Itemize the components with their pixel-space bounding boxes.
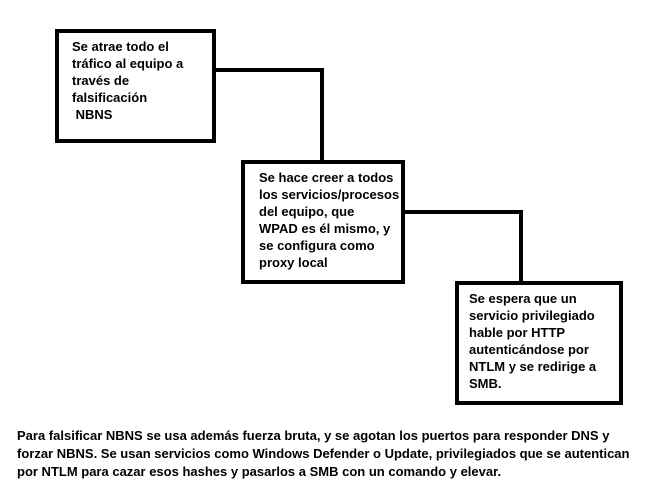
connector-nbns-to-wpad: [216, 70, 322, 160]
node-text-line: autenticándose por: [469, 342, 589, 357]
node-text-line: Se hace creer a todos: [259, 170, 394, 185]
node-text-line: NBNS: [72, 107, 113, 122]
node-text-line: se configura como: [259, 238, 375, 253]
node-text-line: proxy local: [259, 255, 328, 270]
node-text-line: WPAD es él mismo, y: [259, 221, 391, 236]
node-text-line: Se espera que un: [469, 291, 577, 306]
node-text-line: través de: [72, 73, 130, 88]
note-line: forzar NBNS. Se usan servicios como Windows Defender o Update, privilegiados que se autentican: [17, 446, 630, 461]
node-text-line: del equipo, que: [259, 204, 355, 219]
node-text-line: NTLM y se redirige a: [469, 359, 597, 374]
node-text-line: SMB.: [469, 376, 502, 391]
node-ntlm-smb: [455, 281, 623, 405]
node-text-line: falsificación: [72, 90, 148, 105]
node-wpad-proxy: [241, 160, 405, 284]
node-text-line: los servicios/procesos: [259, 187, 400, 202]
node-text-line: Se atrae todo el: [72, 39, 169, 54]
node-falsificacion-nbns: [55, 29, 216, 143]
connector-wpad-to-ntlm: [405, 212, 521, 281]
note-line: por NTLM para cazar esos hashes y pasarlos a SMB con un comando y elevar.: [17, 464, 502, 479]
node-text-line: hable por HTTP: [469, 325, 566, 340]
node-text-line: servicio privilegiado: [469, 308, 595, 323]
explanatory-note: [17, 427, 652, 481]
note-line: Para falsificar NBNS se usa además fuerza bruta, y se agotan los puertos para responder DNS y: [17, 428, 610, 443]
node-text-line: tráfico al equipo a: [72, 56, 184, 71]
